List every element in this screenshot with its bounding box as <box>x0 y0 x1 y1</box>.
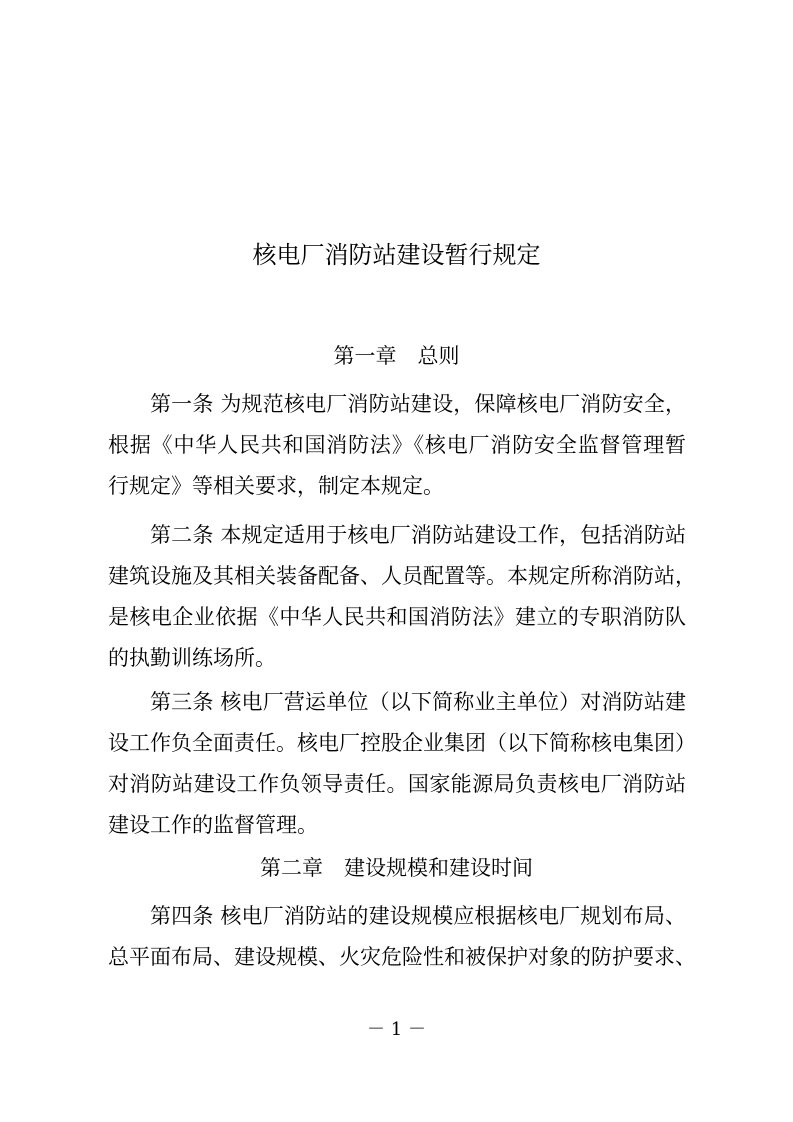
article-1-paragraph <box>108 384 686 507</box>
paragraph-line: 总平面布局、建设规模、火灾危险性和被保护对象的防护要求、 <box>108 945 696 969</box>
paragraph-line: 建设工作的监督管理。 <box>108 813 318 837</box>
paragraph-line: 对消防站建设工作负领导责任。国家能源局负责核电厂消防站 <box>108 772 686 796</box>
article-3-paragraph <box>108 682 696 846</box>
article-2-paragraph <box>108 515 696 679</box>
paragraph-line: 建筑设施及其相关装备配备、人员配置等。本规定所称消防站， <box>108 564 696 588</box>
paragraph-line: 设工作负全面责任。核电厂控股企业集团（以下简称核电集团） <box>108 731 696 755</box>
page-number: － 1 － <box>367 1019 426 1040</box>
paragraph-line: 第二条 本规定适用于核电厂消防站建设工作，包括消防站 <box>150 523 686 547</box>
chapter-heading-1: 第一章 总则 <box>333 344 460 368</box>
paragraph-line: 第三条 核电厂营运单位（以下简称业主单位）对消防站建 <box>150 690 686 714</box>
paragraph-line: 第四条 核电厂消防站的建设规模应根据核电厂规划布局、 <box>150 904 686 928</box>
document-title: 核电厂消防站建设暂行规定 <box>252 241 541 269</box>
article-4-paragraph <box>108 896 696 978</box>
paragraph-line: 的执勤训练场所。 <box>108 646 276 670</box>
paragraph-line: 根据《中华人民共和国消防法》《核电厂消防安全监督管理暂 <box>108 433 686 457</box>
paragraph-line: 是核电企业依据《中华人民共和国消防法》建立的专职消防队 <box>108 605 686 629</box>
chapter-heading-2: 第二章 建设规模和建设时间 <box>260 856 533 880</box>
paragraph-line: 行规定》等相关要求，制定本规定。 <box>108 474 444 498</box>
paragraph-line: 第一条 为规范核电厂消防站建设，保障核电厂消防安全， <box>150 392 686 416</box>
